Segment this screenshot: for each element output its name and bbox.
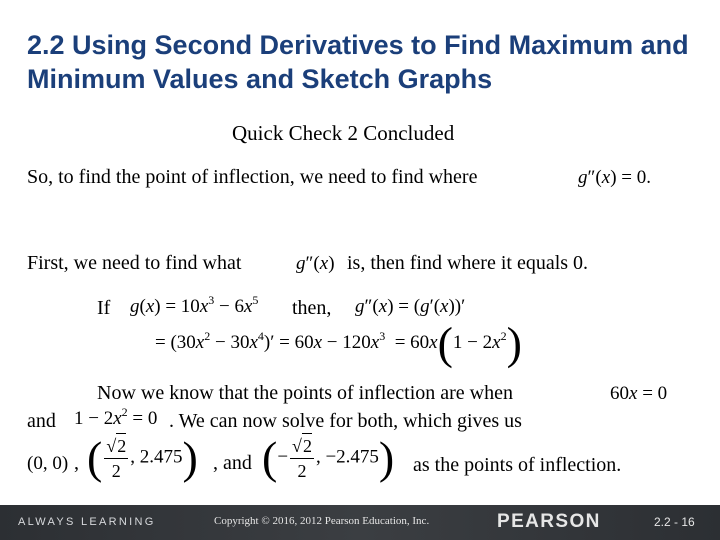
text-find-inflection: So, to find the point of inflection, we need to find where [27,166,478,188]
equation-second-derivative-def: g″(x) = (g′(x))′ [355,296,466,317]
equation-second-derivative-result: = $(30x^2 - 30x^4)' = 60x - 120x^3 = 60x(1 - 2x^2)$ [155,317,522,369]
text-find-what: First, we need to find what [27,252,242,274]
slide-title: 2.2 Using Second Derivatives to Find Maximum and Minimum Values and Sketch Graphs [27,30,689,94]
footer-bar [0,505,720,540]
text-if: If [97,297,111,319]
equation-g-definition: $g(x) = 10x^3 - 6x^5$ [130,293,259,317]
text-comma: , [74,452,79,474]
equation-1-minus-2x2-zero: $1 - 2x^2 = 0$ [74,405,158,429]
point-inflection-negative: (− $\frac{√2}{2}$ , −2.475) [262,432,395,483]
text-then-find: is, then find where it equals 0. [347,252,589,274]
point-inflection-positive: ( $\frac{√2}{2}$ , 2.475) [87,432,198,483]
pearson-logo: PEARSON [497,511,601,532]
text-then: then, [292,297,332,319]
footer-copyright: Copyright © 2016, 2012 Pearson Education, Inc. [214,515,430,527]
text-and-2: , and [213,452,252,474]
equation-g-double-prime-zero: g″(x) = 0. [578,167,651,188]
expression-g-double-prime: g″(x) [296,253,335,274]
footer-tagline: ALWAYS LEARNING [18,516,156,528]
equation-60x-zero: 60x = 0 [610,383,668,404]
slide-subtitle: Quick Check 2 Concluded [232,121,455,145]
point-origin: (0, 0) [27,453,69,474]
text-solve-both: . We can now solve for both, which gives us [169,410,522,432]
text-now-we-know: Now we know that the points of inflection are when [97,382,514,404]
text-and: and [27,410,56,432]
text-conclusion: as the points of inflection. [413,454,622,476]
page-number: 2.2 - 16 [654,515,695,529]
